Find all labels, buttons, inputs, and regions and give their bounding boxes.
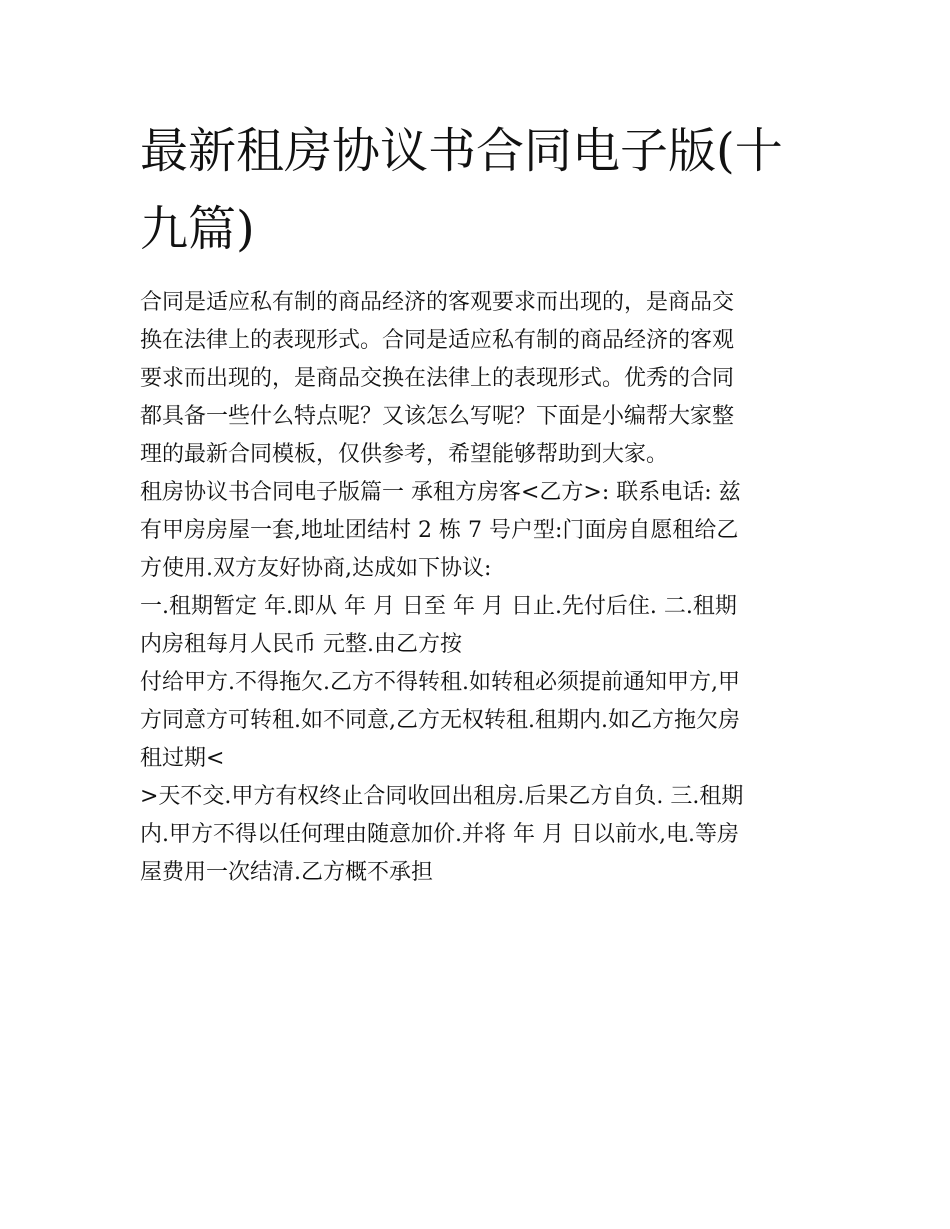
text-line: 租过期< [140, 746, 225, 771]
clause-paragraph [140, 588, 812, 664]
intro-paragraph [140, 284, 812, 474]
text-line: 合同是适应私有制的商品经济的客观要求而出现的，是商品交 [140, 290, 735, 315]
clause-paragraph [140, 664, 812, 778]
text-line: >天不交.甲方有权终止合同收回出租房.后果乙方自负. 三.租期 [140, 784, 744, 809]
text-line: 一.租期暂定 年.即从 年 月 日至 年 月 日止.先付后住. 二.租期 [140, 594, 737, 619]
text-line: 理的最新合同模板，仅供参考，希望能够帮助到大家。 [140, 442, 669, 467]
text-line: 都具备一些什么特点呢？又该怎么写呢？下面是小编帮大家整 [140, 404, 735, 429]
contract-heading-paragraph [140, 474, 812, 588]
text-line: 换在法律上的表现形式。合同是适应私有制的商品经济的客观 [140, 328, 735, 353]
title-line: 九篇) [140, 201, 255, 257]
text-line: 屋费用一次结清.乙方概不承担 [140, 860, 433, 885]
document-title [140, 112, 812, 268]
text-line: 内.甲方不得以任何理由随意加价.并将 年 月 日以前水,电.等房 [140, 822, 739, 847]
document-page [140, 112, 812, 892]
text-line: 方使用.双方友好协商,达成如下协议: [140, 556, 492, 581]
text-line: 租房协议书合同电子版篇一 承租方房客<乙方>: 联系电话: 兹 [140, 480, 741, 505]
text-line: 方同意方可转租.如不同意,乙方无权转租.租期内.如乙方拖欠房 [140, 708, 740, 733]
text-line: 要求而出现的，是商品交换在法律上的表现形式。优秀的合同 [140, 366, 735, 391]
text-line: 付给甲方.不得拖欠.乙方不得转租.如转租必须提前通知甲方,甲 [140, 670, 740, 695]
text-line: 内房租每月人民币 元整.由乙方按 [140, 632, 462, 657]
clause-paragraph [140, 778, 812, 892]
title-line: 最新租房协议书合同电子版(十 [140, 123, 783, 179]
text-line: 有甲房房屋一套,地址团结村 2 栋 7 号户型:门面房自愿租给乙 [140, 518, 739, 543]
